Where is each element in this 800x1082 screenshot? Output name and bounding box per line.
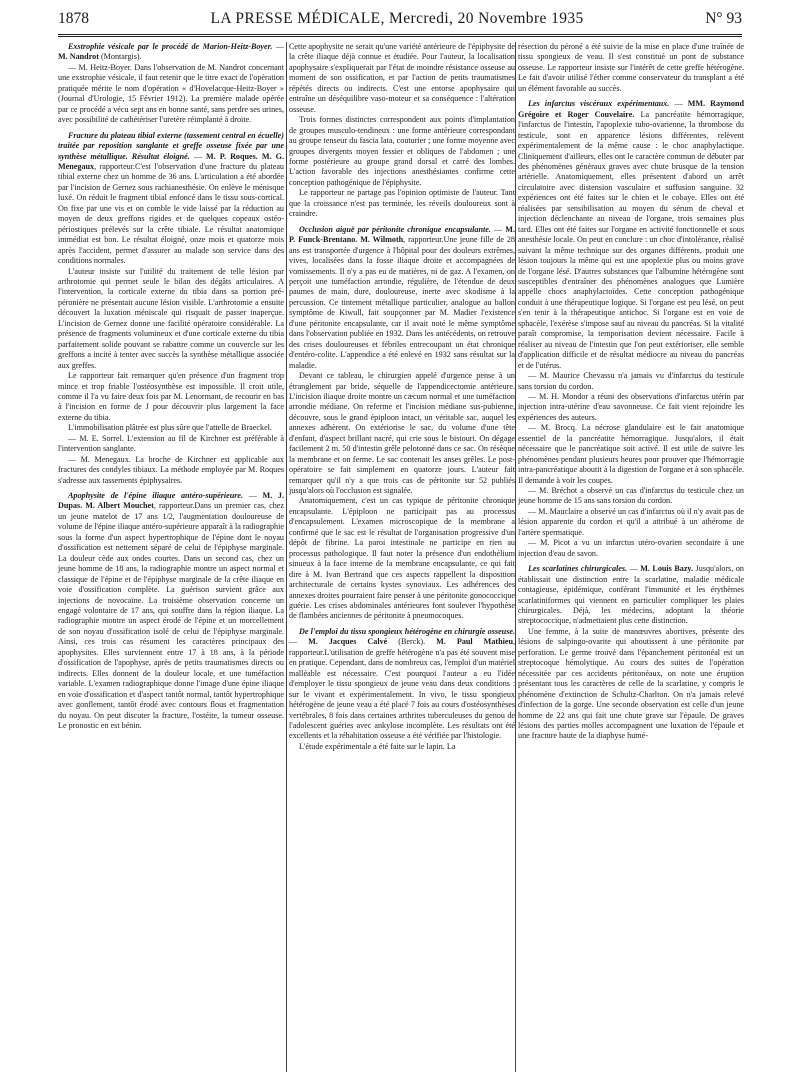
article <box>518 564 744 627</box>
title-dash: — <box>189 151 207 161</box>
author-note: (Berck). <box>387 637 437 647</box>
author-note: (Montargis). <box>98 52 142 62</box>
page-number: 1878 <box>58 10 89 27</box>
article-title: Apophysite de l'épine iliaque antéro-supérieure. <box>68 491 244 501</box>
article <box>289 225 515 371</box>
column-1 <box>58 42 284 1076</box>
paragraph: Le rapporteur fait remarquer qu'en présence d'un fragment trop mince et trop friable l'ostéosynthèse est impossible. Il croit utile, comme il l'a vu faire deux fois par M. Lenormant, de recourir en bas à l'incision en forme de J pour découvrir plus largement la face externe du tibia. <box>58 371 284 422</box>
article-body: L'utilisation de greffe hétérogène n'a pas été souvent mise en pratique. Cependant, dans de nombreux cas, l'emploi d'un matériel malléable est nécessaire. C'est pourquoi l'auteur a eu l'idée d'employer le tissu spongieux de jeune veau dans deux conditions : sur le vivant et expérimentalement. In vivo, le tissu spongieux hétérogène de jeune veau a été placé 7 fois au cours d'ostéosynthèses vertébrales, 8 fois dans certaines arthrites tuberculeuses du genou de l'adolescent guéries avec ankylose incomplète. Les résultats ont été excellents et la réhabitation osseuse a été vérifiée par l'histologie. <box>289 647 515 741</box>
paragraph: L'étude expérimentale a été faite sur le lapin. La <box>299 741 456 751</box>
column-2 <box>289 42 515 1076</box>
article-body: Jusqu'alors, on établissait une distinction entre la scarlatine, maladie médicale contagieuse, épidémique, conférant l'immunité et les érythèmes scarlatiniformes qui viennent en particulier compliquer les plaies chirurgicales. Déjà, les médecins, adoptant la théorie streptococcique, n'admettaient plus cette distinction. <box>518 564 744 626</box>
column-3 <box>518 42 744 1076</box>
rapporteur-note: , rapporteur. <box>94 161 136 171</box>
paragraph: — M. Heitz-Boyer. Dans l'observation de M. Nandrot concernant une exstrophie vésicale, il faut retenir que le titre exact de l'opération pratiquée mérite le nom d'opération « d'Hovelacque-Heitz-Boyer » (Journal d'Urologie, 15 Février 1912). La première malade opérée par ce procédé a vécu sept ans en bonne santé, sans perdre ses urines, avec possibilité de cathétériser l'uretère réimplanté à droite. <box>58 62 284 125</box>
masthead <box>58 4 742 35</box>
rapporteur-name: M. Paul Mathieu <box>436 637 513 647</box>
title-dash: — <box>272 42 284 51</box>
paragraph: L'immobilisation plâtrée est plus sûre que l'attelle de Braeckel. <box>68 423 272 433</box>
author-name: M. J. Dupas. M. Albert Mouchet <box>58 491 284 511</box>
article-title: De l'emploi du tissu spongieux hétérogène en chirurgie osseuse. <box>299 626 515 636</box>
article-title: Occlusion aiguë par péritonite chronique encapsulante. <box>299 224 491 234</box>
paragraph: L'auteur insiste sur l'utilité du traitement de telle lésion par arthrotomie qui permet seule le bilan des dégâts articulaires. A l'intervention, la corticale externe du tibia dans sa portion pré-péronière ne présentait aucune lésion visible. L'arthrotomie a ensuite découvert la luxation méniscale qui risquait de passer inaperçue. L'incision de Gernez donne une facilité opératoire considérable. La présence de fragments volumineux et d'une corticale externe du tibia parfaitement solide pouvant se rabattre comme un couvercle sur les greffons a incité à tenter avec succès la synthèse métallique associée aux greffes. <box>58 266 284 370</box>
paragraph: Le rapporteur ne partage pas l'opinion optimiste de l'auteur. Tant que la croissance n'est pas terminée, les réveils douloureux sont à craindre. <box>289 188 515 219</box>
author-name: M. P. Roques. <box>206 151 258 161</box>
article <box>518 99 744 371</box>
author-name: MM. Raymond Grégoire et Roger Couvelaire. <box>518 99 744 119</box>
paragraph: Devant ce tableau, le chirurgien appelé d'urgence pense à un étranglement par bride, séquelle de l'appendicectomie antérieure. L'incision iliaque droite montre un cæcum normal et une tuméfaction arrondie médiane. On referme et l'incision médiane sus-pubienne, découvre, sous le grand épiploon intact, un véritable sac, auquel les annexes adhèrent. On extériorise le sac, du volume d'une tête d'enfant, d'aspect brillant nacré, qui crie sous le bistouri. On dégage facilement 2 m. 50 d'intestin grêle pelotonné dans ce sac. On résèque la membrane et on ferme. Le sac contenait les anses grêles. Le post-opératoire se fait simplement en quatorze jours. L'auteur fait remarquer qu'il n'y a que trois cas de péritonite sur 52 publiés jusqu'alors où l'occlusion est signalée. <box>289 371 515 496</box>
paragraph: Anatomiquement, c'est un cas typique de péritonite chronique encapsulante. L'épiploon ne participait pas au processus d'encapsulement. L'examen microscopique de la membrane a confirmé que le sac est le résultat de l'organisation progressive d'un dépôt de fibrine. La paroi intestinale ne participe en rien au processus pathologique. Il faut noter la présence d'un endothélium sinueux à la face interne de la membrane encapsulante, ce qui fait dire à M. Ivan Bertrand que ces aspects rappellent la disposition architecturale de certains kystes synoviaux. Les adhérences des annexes droites pourraient faire penser à une péritonite gonococcique guérie. Les crises abdominales antérieures font soulever l'hypothèse de flambées anciennes de péritonite à pneumocoques. <box>289 496 515 621</box>
article-body: La pancréatite hémorragique, l'infarctus de l'intestin, l'apoplexie tubo-ovarienne, la thrombose du testicule, sont en apparence lésions différentes, relèvent expérimentalement de la même cause : le choc anaphylactique. Cliniquement d'ailleurs, elles ont le caractère commun de débuter par des phénomènes généraux graves avec chute brusque de la tension artérielle. Anatomiquement, elles présentent d'abord un arrêt circulatoire avec distension vasculaire et suffusion sanguine. 32 expériences ont été faites sur le chien et le cobaye. Elles ont été réalisées par sensibilisation au moyen du sérum de cheval et injection déclenchante au niveau de l'organe, trois semaines plus tard. Elles ont été faites sur l'organe en activité fonctionnelle et sous anesthésie locale. On peut en conclure : un choc d'intolérance, réalisé suivant la même technique sur des organes différents, produit une lésion toujours la même qui est une apoplexie plus ou moins grave de l'organe lésé. D'autres substances que l'albumine hétérogène sont susceptibles d'entraîner des phénomènes analogues que Lumière appelle chocs anaphylactoïdes. Cette conception pathogénique conduit à une thérapeutique logique. Si l'organe est peu lésé, on peut s'en tenir à la thérapeutique antichoc. Si l'organe est en voie de sphacèle, l'exérèse s'impose sauf au niveau du pancréas. Si la vitalité paraît compromise, la temporisation devient nécessaire. Facile à réaliser au niveau de l'intestin que l'on peut extérioriser, elle semble d'application difficile et de résultat médiocre au niveau du pancréas et de l'utérus. <box>518 109 744 370</box>
title-dash: — <box>289 637 309 647</box>
paragraph: — M. Brocq. La nécrose glandulaire est le fait anatomique essentiel de la pancréatite hémorragique. Jusqu'alors, il était nécessaire que le pancréatique soit activé. Il est utile de suivre les phénomènes pendant plusieurs heures pour prouver que l'hémorragie intra-pancréatique aboutit à la digestion de l'organe et à son sphacèle. Il demande à voir les coupes. <box>518 423 744 485</box>
paragraph: Cette apophysite ne serait qu'une variété antérieure de l'épiphysite de la crête iliaque déjà connue et étudiée. Pour l'auteur, la localisation apophysaire s'expliquerait par l'état de moindre résistance osseuse au moment de son ossification, et par l'action de petits traumatismes répétés directs ou indirects. C'est une entorse apophysaire qui entraîne un déséquilibre vaso-moteur et sa conséquence : l'altération osseuse. <box>289 42 515 114</box>
author-note: , rapporteur. <box>403 235 444 245</box>
article-body: Une jeune fille de 28 ans est transportée d'urgence à l'hôpital pour des douleurs extrêmes, vives, localisées dans la fosse iliaque droite et accompagnées de vomissements. Il n'y a pas eu de matières, ni de gaz. A l'examen, on perçoit une tuméfaction arrondie, régulière, de l'étendue de deux paumes de main, dure, douloureuse, inerte avec skodisme à la percussion. Ce tintement métallique particulier, analogue au ballon symptôme de Kiwull, fait soupçonner par M. Madier l'existence d'une péritonite encapsulante, car il avait noté le même symptôme dans l'observation publiée en 1932. Dans les antécédents, on retrouve des crises douloureuses et fébriles entrecoupant un état chronique d'entéro-colite. L'appendice a été enlevé en 1932 sans résultat sur la maladie. <box>289 235 515 370</box>
paragraph: — M. Bréchot a observé un cas d'infarctus du testicule chez un jeune homme de 15 ans sans torsion du cordon. <box>518 486 744 506</box>
article-title: Les infarctus viscéraux expérimentaux. <box>528 99 670 109</box>
article-title: Exstrophie vésicale par le procédé de Marion-Heitz-Boyer. <box>68 42 273 51</box>
author-name: M. Louis Bazy. <box>640 564 694 574</box>
title-dash: — <box>243 491 263 501</box>
article <box>58 42 284 63</box>
article <box>58 491 284 731</box>
rapporteur-name: M. G. Menegaux <box>58 151 284 171</box>
issue-number: N° 93 <box>705 10 742 27</box>
article <box>58 131 284 267</box>
title-dash: — <box>669 99 688 109</box>
article-body: C'est l'observation d'une fracture du plateau tibial externe chez un homme de 36 ans. L'articulation a été abordée par l'incision de Gernez sous rachianesthésie. On enlève le ménisque luxé. On réduit le fragment tibial enfoncé dans le tissu sous-cortical. On fixe par une vis et on comble le vide laissé par la réduction au moyen de deux greffons rigides et de quelques copeaux ostéo-périostiques prélevés sur la crête tibiale. Le résultat anatomique immédiat est bon. Le résultat éloigné, onze mois et quatorze mois après l'accident, permet d'assurer au malade son service dans des conditions normales. <box>58 161 284 266</box>
header-rule <box>58 36 742 37</box>
paragraph: — M. Maurice Chevassu n'a jamais vu d'infarctus du testicule sans torsion du cordon. <box>518 371 744 391</box>
paragraph: — M. Mauclaire a observé un cas d'infarctus où il n'y avait pas de lésion apparente du cordon et qu'il a attribué à un athérome de l'artère spermatique. <box>518 506 744 537</box>
article-title: Fracture du plateau tibial externe (tassement central en écuelle) traitée par reposition sanglante et greffe osseuse fixée par une synthèse métallique. Résultat éloigné. <box>58 130 284 161</box>
rapporteur-note: , rapporteur. <box>289 637 515 657</box>
title-dash: — <box>490 224 506 234</box>
author-name: M. Jacques Calvé <box>308 637 388 647</box>
column-separator <box>286 42 287 1072</box>
publication-title: LA PRESSE MÉDICALE, Mercredi, 20 Novembre 1935 <box>210 10 584 27</box>
column-separator <box>515 42 516 1072</box>
author-name: M. P. Funck-Brentano. M. Wilmoth <box>289 224 515 245</box>
paragraph: — M. E. Sorrel. L'extension au fil de Kirchner est préférable à l'intervention sanglante. <box>58 433 284 454</box>
paragraph: résection du péroné a été suivie de la mise en place d'une traînée de tissu spongieux de veau. Il s'est constitué un pont de substance osseuse. Le rapporteur insiste sur l'intérêt de cette greffe hétérogène. Le fait d'avoir utilisé l'éther comme conservateur du transplant a été un élément favorable au succès. <box>518 42 744 93</box>
paragraph: Une femme, à la suite de manœuvres abortives, présente des lésions de salpingo-ovarite qui aboutissent à une péritonite par perforation. Le germe trouvé dans l'épanchement péritonéal est un streptocoque hémolytique. Au cours des suites de l'opération nécessitée par ces accidents péritonéaux, on note une éruption présentant tous les caractères de celle de la scarlatine, y compris le phénomène d'extinction de Schultz-Charlton. On n'a jamais relevé d'infection de la gorge. Une seconde observation est celle d'un jeune homme de 22 ans qui fait une chute grave sur l'épaule. De graves lésions des parties molles accompagnent une luxation de l'épaule et une fracture haute de la diaphyse humé- <box>518 626 744 741</box>
article-title: Les scarlatines chirurgicales. <box>528 564 628 574</box>
paragraph: — M. H. Mondor a réuni des observations d'infarctus utérin par injection intra-utérine d'eau savonneuse. Ce fait vient rejoindre les expériences des auteurs. <box>518 391 744 422</box>
title-dash: — <box>627 564 641 574</box>
paragraph: — M. Menegaux. La broche de Kirchner est applicable aux fractures des condyles tibiaux. La méthode employée par M. Roques s'adresse aux tassements épiphysaires. <box>58 454 284 485</box>
paragraph: Trois formes distinctes correspondent aux points d'implantation de groupes musculo-tendineux : une forme antérieure correspondant au groupe tenseur du fascia lata, couturier ; une forme moyenne avec groupes divergents moyen fessier et obliques de l'abdomen ; une forme postérieure au groupe grand dorsal et carré des lombes. L'action favorable des injections anesthésiantes confirme cette conception pathogénique de l'épiphysite. <box>289 115 515 187</box>
article <box>289 627 515 742</box>
author-note: , rapporteur. <box>153 501 195 511</box>
author-name: M. Nandrot <box>58 52 99 62</box>
paragraph: — M. Picot a vu un infarctus utéro-ovarien secondaire à une injection d'eau de savon. <box>518 538 744 558</box>
article-body: Dans un premier cas, chez un jeune matelot de 17 ans 1/2, l'augmentation douloureuse de volume de l'épine iliaque antéro-supérieure apparaît à la radiographie sous la forme d'un aspect hypertrophique de l'épine dont le noyau d'ossification est nettement séparé de celui de l'épiphyse marginale. La douleur cède aux ondes courtes. Dans un second cas, chez un jeune homme de 18 ans, la radiographie montre un aspect normal et classique de l'épine et de l'épiphyse marginale de la crête iliaque en voie d'ossification complète. La guérison survient grâce aux injections de novocaïne. La troisième observation concerne un engagé volontaire de 17 ans, qui souffre dans la région iliaque. La radiographie montre un aspect érodé de l'épine et un morcellement de son noyau d'ossification isolé de celui de l'épiphyse marginale. Ainsi, ces trois cas résument les caractères principaux des apophysites. Elles surviennent entre 17 à 18 ans, à la période d'ossification de l'apophyse, après de petits traumatismes directs ou indirects. Elles donnent de la douleur locale, et une tuméfaction variable. L'examen radiographique donne l'image d'une épine iliaque en voie d'ossification et d'aspect tantôt normal, tantôt hypertrophique avec gonflement, tantôt érodé avec contours flous et fragmentation du noyau. On peut discuter la fracture, l'ostéite, la tumeur osseuse. Le pronostic en est bénin. <box>58 501 284 730</box>
